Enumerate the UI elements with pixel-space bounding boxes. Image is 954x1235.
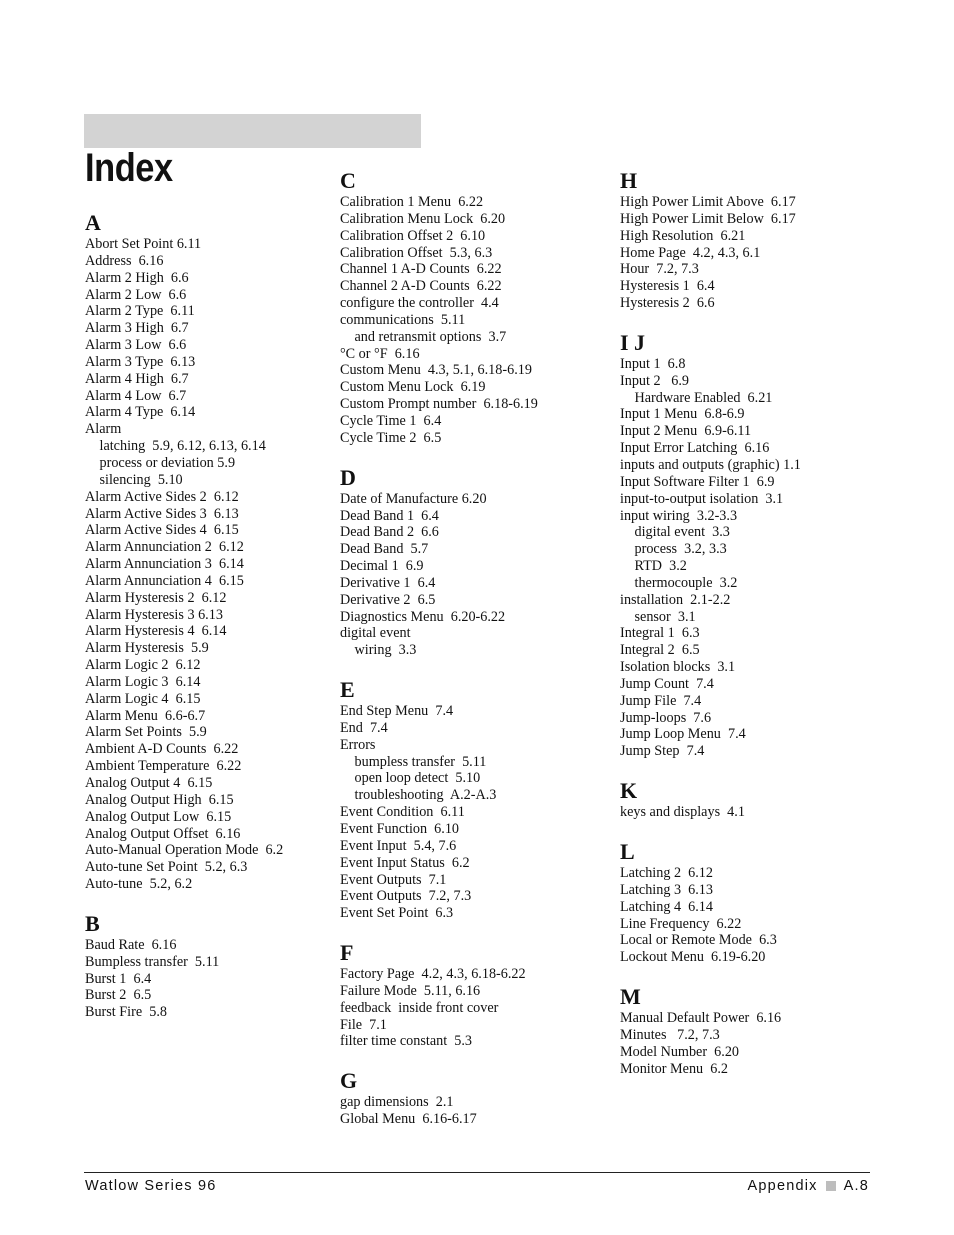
- section-spacer: [340, 1050, 600, 1068]
- index-entry: Alarm Annunciation 2 6.12: [85, 539, 244, 556]
- index-entry: Manual Default Power 6.16: [620, 1010, 782, 1027]
- index-section: [340, 168, 600, 447]
- index-entry: Model Number 6.20: [620, 1043, 740, 1060]
- index-entry: Hysteresis 2 6.6: [620, 295, 715, 312]
- index-subentry: thermocouple 3.2: [634, 574, 738, 591]
- index-entry: Event Set Point 6.3: [340, 905, 454, 922]
- index-entry: gap dimensions 2.1: [340, 1094, 454, 1111]
- index-entry: Minutes 7.2, 7.3: [620, 1026, 720, 1043]
- index-entry: Calibration 1 Menu 6.22: [340, 194, 484, 210]
- index-entry: Alarm Hysteresis 3 6.13: [85, 606, 223, 623]
- index-entry: Jump File 7.4: [620, 692, 702, 709]
- index-entry: Derivative 2 6.5: [340, 591, 436, 608]
- index-entry: Alarm Logic 4 6.15: [85, 690, 201, 707]
- index-entry: Calibration Menu Lock 6.20: [340, 210, 506, 227]
- index-entry: Jump Loop Menu 7.4: [620, 726, 746, 743]
- index-entry: Local or Remote Mode 6.3: [620, 932, 777, 949]
- index-entry: Monitor Menu 6.2: [620, 1060, 728, 1077]
- index-entry: Ambient A-D Counts 6.22: [85, 741, 239, 758]
- section-letter: M: [620, 984, 641, 1010]
- index-entry: Decimal 1 6.9: [340, 558, 424, 575]
- index-entry: Channel 2 A-D Counts 6.22: [340, 278, 502, 295]
- index-entry: Event Outputs 7.2, 7.3: [340, 888, 472, 905]
- section-letter: H: [620, 168, 638, 193]
- index-section: [620, 168, 880, 312]
- index-entry: Jump-loops 7.6: [620, 709, 712, 726]
- index-entry: input-to-output isolation 3.1: [620, 490, 784, 507]
- index-entry: Alarm Annunciation 4 6.15: [85, 572, 244, 589]
- index-entry: Cycle Time 2 6.5: [340, 429, 442, 446]
- index-section: [340, 1068, 600, 1128]
- index-entry: Input 1 Menu 6.8-6.9: [620, 406, 745, 423]
- index-entry: Alarm Menu 6.6-6.7: [85, 707, 206, 724]
- index-subentry: sensor 3.1: [634, 608, 696, 625]
- index-section: [340, 940, 600, 1050]
- index-entry: Alarm Logic 2 6.12: [85, 657, 201, 674]
- index-entry: Alarm Active Sides 4 6.15: [85, 522, 239, 539]
- index-entry: Factory Page 4.2, 4.3, 6.18-6.22: [340, 966, 526, 983]
- index-column-1: [85, 210, 325, 1021]
- index-entry: Input Software Filter 1 6.9: [620, 473, 775, 490]
- index-entry: Diagnostics Menu 6.20-6.22: [340, 608, 506, 625]
- section-spacer: [620, 821, 880, 839]
- index-entry: Alarm 4 Type 6.14: [85, 404, 196, 421]
- index-subentry: digital event 3.3: [634, 524, 730, 541]
- section-spacer: [340, 659, 600, 677]
- index-subentry: process or deviation 5.9: [99, 454, 236, 471]
- index-entry: Event Input Status 6.2: [340, 854, 470, 871]
- index-entry: Date of Manufacture 6.20: [340, 490, 487, 507]
- index-entry: Auto-tune 5.2, 6.2: [85, 876, 193, 893]
- index-entry: communications 5.11: [340, 311, 466, 328]
- index-entry: Alarm 3 Type 6.13: [85, 353, 196, 370]
- index-section: [620, 984, 880, 1077]
- index-entry: Dead Band 5.7: [340, 541, 429, 558]
- index-section: [620, 839, 880, 966]
- section-spacer: [340, 447, 600, 465]
- index-entry: Jump Count 7.4: [620, 675, 714, 692]
- section-spacer: [340, 922, 600, 940]
- footer-divider: [84, 1172, 870, 1173]
- index-entry: End 7.4: [340, 719, 388, 736]
- index-entry: High Resolution 6.21: [620, 227, 746, 244]
- section-letter: F: [340, 940, 354, 966]
- index-entry: Alarm 4 High 6.7: [85, 370, 189, 387]
- index-section: [85, 911, 325, 1021]
- index-entry: Alarm Set Points 5.9: [85, 724, 207, 741]
- index-entry: Latching 4 6.14: [620, 898, 713, 915]
- index-subentry: RTD 3.2: [634, 558, 687, 575]
- index-entry: Analog Output Low 6.15: [85, 808, 232, 825]
- index-entry: High Power Limit Above 6.17: [620, 194, 796, 210]
- index-entry: Input 2 Menu 6.9-6.11: [620, 423, 752, 440]
- index-entry: Alarm Hysteresis 5.9: [85, 640, 209, 657]
- index-column-3: [620, 168, 880, 1077]
- index-entry: Alarm Hysteresis 2 6.12: [85, 589, 227, 606]
- index-entry: Alarm 2 Type 6.11: [85, 303, 195, 320]
- index-entry: Jump Step 7.4: [620, 743, 705, 760]
- index-entry: Abort Set Point 6.11: [85, 236, 202, 252]
- index-entry: Calibration Offset 2 6.10: [340, 227, 486, 244]
- index-entry: Event Outputs 7.1: [340, 871, 447, 888]
- index-entry: Alarm Hysteresis 4 6.14: [85, 623, 227, 640]
- index-entry: Ambient Temperature 6.22: [85, 758, 242, 775]
- footer-section-label: Appendix: [747, 1178, 818, 1194]
- index-entry: Input 1 6.8: [620, 355, 686, 372]
- index-entry: Address 6.16: [85, 252, 164, 269]
- footer-publication-title: Watlow Series 96: [85, 1178, 217, 1194]
- index-entry: Alarm Logic 3 6.14: [85, 673, 201, 690]
- section-letter: I J: [620, 329, 646, 355]
- index-entry: Event Input 5.4, 7.6: [340, 837, 457, 854]
- index-subentry: bumpless transfer 5.11: [354, 753, 487, 770]
- index-entry: End Step Menu 7.4: [340, 703, 454, 720]
- index-entry: Integral 1 6.3: [620, 625, 700, 642]
- index-entry: Alarm Annunciation 3 6.14: [85, 556, 244, 573]
- index-subentry: wiring 3.3: [354, 642, 417, 659]
- index-entry: Custom Menu Lock 6.19: [340, 379, 486, 396]
- index-entry: Burst 2 6.5: [85, 987, 152, 1004]
- index-entry: Cycle Time 1 6.4: [340, 412, 442, 429]
- index-entry: Custom Prompt number 6.18-6.19: [340, 396, 538, 413]
- section-letter: D: [340, 464, 356, 490]
- index-entry: Alarm Active Sides 3 6.13: [85, 505, 239, 522]
- index-entry: Global Menu 6.16-6.17: [340, 1111, 477, 1128]
- footer-page-number: A.8: [843, 1178, 869, 1194]
- index-entry: °C or °F 6.16: [340, 345, 420, 362]
- section-letter: L: [620, 839, 635, 864]
- section-letter: B: [85, 910, 100, 936]
- index-entry: Failure Mode 5.11, 6.16: [340, 982, 481, 999]
- index-entry: Latching 3 6.13: [620, 881, 713, 898]
- index-section: [85, 210, 325, 893]
- index-entry: Latching 2 6.12: [620, 865, 713, 881]
- index-entry: filter time constant 5.3: [340, 1033, 472, 1050]
- index-entry: Analog Output Offset 6.16: [85, 825, 241, 842]
- index-entry: Custom Menu 4.3, 5.1, 6.18-6.19: [340, 362, 532, 379]
- footer-page-label: [748, 1178, 869, 1194]
- index-entry: Channel 1 A-D Counts 6.22: [340, 261, 502, 278]
- index-column-2: [340, 168, 600, 1128]
- index-subentry: process 3.2, 3.3: [634, 541, 727, 558]
- index-entry: keys and displays 4.1: [620, 804, 745, 821]
- index-entry: Input Error Latching 6.16: [620, 440, 770, 457]
- index-entry: Alarm: [85, 421, 122, 438]
- index-entry: Errors: [340, 736, 376, 753]
- index-entry: Analog Output 4 6.15: [85, 775, 213, 791]
- index-section: [620, 778, 880, 821]
- index-entry: Derivative 1 6.4: [340, 574, 436, 591]
- index-subentry: and retransmit options 3.7: [354, 328, 507, 345]
- index-entry: Alarm 2 High 6.6: [85, 269, 189, 286]
- index-entry: Alarm 3 Low 6.6: [85, 337, 187, 354]
- index-section: [340, 465, 600, 659]
- index-entry: Burst Fire 5.8: [85, 1004, 167, 1021]
- index-entry: Alarm 2 Low 6.6: [85, 286, 187, 303]
- index-subentry: open loop detect 5.10: [354, 770, 481, 787]
- index-entry: Bumpless transfer 5.11: [85, 953, 220, 970]
- index-subentry: troubleshooting A.2-A.3: [354, 787, 497, 804]
- section-letter: E: [340, 677, 355, 703]
- index-section: [620, 330, 880, 760]
- section-spacer: [620, 966, 880, 984]
- index-entry: Integral 2 6.5: [620, 642, 700, 659]
- index-entry: Dead Band 1 6.4: [340, 507, 439, 524]
- index-entry: File 7.1: [340, 1016, 387, 1033]
- section-spacer: [620, 760, 880, 778]
- index-entry: Isolation blocks 3.1: [620, 659, 736, 676]
- index-entry: Alarm 3 High 6.7: [85, 320, 189, 337]
- section-letter: A: [85, 210, 101, 235]
- index-entry: Baud Rate 6.16: [85, 936, 177, 953]
- index-entry: Home Page 4.2, 4.3, 6.1: [620, 244, 761, 261]
- index-entry: Event Function 6.10: [340, 821, 460, 837]
- index-entry: configure the controller 4.4: [340, 295, 499, 312]
- index-entry: Burst 1 6.4: [85, 970, 152, 987]
- section-letter: C: [340, 168, 356, 193]
- index-entry: installation 2.1-2.2: [620, 591, 731, 608]
- section-letter: G: [340, 1068, 358, 1094]
- index-entry: Hysteresis 1 6.4: [620, 278, 715, 295]
- index-entry: Hour 7.2, 7.3: [620, 261, 699, 278]
- index-entry: digital event: [340, 625, 411, 642]
- header-gray-bar: [84, 114, 421, 148]
- index-entry: Input 2 6.9: [620, 372, 689, 389]
- index-entry: Dead Band 2 6.6: [340, 524, 439, 541]
- index-entry: Line Frequency 6.22: [620, 915, 742, 932]
- index-entry: feedback inside front cover: [340, 999, 499, 1016]
- index-subentry: Hardware Enabled 6.21: [634, 389, 773, 406]
- index-entry: High Power Limit Below 6.17: [620, 210, 796, 227]
- index-entry: Auto-tune Set Point 5.2, 6.3: [85, 859, 248, 876]
- footer-square-icon: [826, 1181, 836, 1191]
- index-entry: Analog Output High 6.15: [85, 791, 234, 808]
- index-entry: Calibration Offset 5.3, 6.3: [340, 244, 493, 261]
- index-subentry: latching 5.9, 6.12, 6.13, 6.14: [99, 438, 266, 455]
- section-letter: K: [620, 778, 638, 804]
- index-entry: inputs and outputs (graphic) 1.1: [620, 456, 801, 473]
- section-spacer: [620, 312, 880, 330]
- index-entry: Alarm 4 Low 6.7: [85, 387, 187, 404]
- index-entry: Lockout Menu 6.19-6.20: [620, 949, 766, 966]
- section-spacer: [85, 893, 325, 911]
- page-title: Index: [85, 146, 173, 190]
- index-entry: Auto-Manual Operation Mode 6.2: [85, 842, 284, 859]
- index-entry: Event Condition 6.11: [340, 804, 465, 821]
- index-entry: input wiring 3.2-3.3: [620, 507, 738, 524]
- index-entry: Alarm Active Sides 2 6.12: [85, 488, 239, 505]
- index-subentry: silencing 5.10: [99, 471, 183, 488]
- index-section: [340, 677, 600, 922]
